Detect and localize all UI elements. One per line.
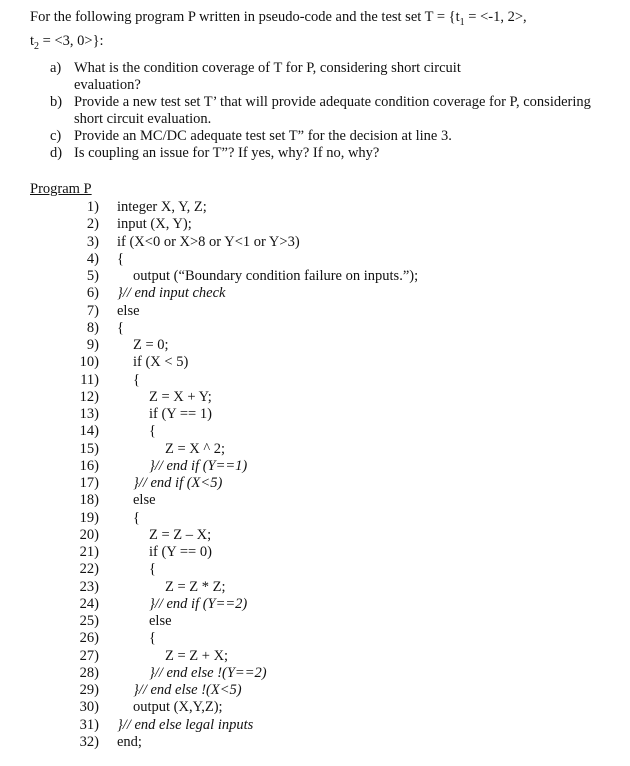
line-number: 21) <box>79 544 99 560</box>
code-line <box>0 458 630 475</box>
question-letter: b) <box>50 94 63 110</box>
line-number: 24) <box>79 595 99 612</box>
line-number: 15) <box>79 440 99 457</box>
code-line <box>0 579 630 596</box>
code-text: { <box>149 423 156 440</box>
t2-subscript: 2 <box>34 40 40 52</box>
line-number: 10) <box>79 354 99 371</box>
line-number: 1) <box>86 199 99 215</box>
line-number: 18) <box>79 492 99 509</box>
line-number: 29) <box>79 682 99 698</box>
line-number: 12) <box>79 388 99 405</box>
line-number: 28) <box>79 664 99 681</box>
code-comment: }// end else !(X<5) <box>133 682 242 698</box>
code-line <box>0 337 630 354</box>
line-number: 8) <box>86 319 99 336</box>
t2-label: t <box>30 32 35 49</box>
question-letter: d) <box>50 145 63 161</box>
code-text: { <box>117 250 124 267</box>
code-text: Z = Z * Z; <box>165 578 226 595</box>
code-text: Z = Z + X; <box>165 647 229 664</box>
line-number: 27) <box>79 647 99 664</box>
line-number: 26) <box>79 630 99 647</box>
question-letter: c) <box>50 128 62 144</box>
question-item <box>50 94 599 128</box>
code-line <box>0 630 630 647</box>
code-text: Z = 0; <box>133 337 169 353</box>
code-line <box>0 527 630 544</box>
line-number: 25) <box>79 613 99 629</box>
t2-value: = <3, 0>}: <box>39 32 104 49</box>
code-text: input (X, Y); <box>117 216 192 233</box>
line-number: 22) <box>79 561 99 578</box>
line-number: 9) <box>86 337 99 353</box>
question-item <box>50 128 610 145</box>
line-number: 5) <box>86 268 99 284</box>
code-line <box>0 251 630 268</box>
code-comment: }// end input check <box>117 285 226 302</box>
code-line <box>0 717 630 734</box>
code-text: else <box>149 613 172 629</box>
line-number: 32) <box>79 733 99 750</box>
code-line <box>0 544 630 561</box>
code-text: { <box>149 630 156 647</box>
line-number: 19) <box>79 509 99 526</box>
question-text: Provide a new test set T’ that will provide adequate condition coverage for P, considering short circuit evaluation. <box>74 94 591 127</box>
code-line <box>0 492 630 509</box>
code-text: Z = Z – X; <box>149 526 212 543</box>
t1-subscript: 1 <box>459 16 465 28</box>
line-number: 14) <box>79 423 99 440</box>
line-number: 3) <box>86 233 99 250</box>
code-comment: }// end else !(Y==2) <box>149 664 267 681</box>
t1-value: = <-1, 2>, <box>464 9 527 25</box>
code-comment: }// end else legal inputs <box>117 716 254 733</box>
intro-text: For the following program P written in pseudo-code and the test set T = {t <box>30 9 460 25</box>
code-line <box>0 441 630 458</box>
question-text: What is the condition coverage of T for P, considering short circuit evaluation? <box>74 60 461 93</box>
code-line <box>0 665 630 682</box>
line-number: 23) <box>79 578 99 595</box>
code-text: if (Y == 1) <box>149 406 212 422</box>
code-text: output (“Boundary condition failure on inputs.”); <box>133 268 419 284</box>
code-line <box>0 234 630 251</box>
code-comment: }// end if (X<5) <box>133 475 223 491</box>
code-line <box>0 389 630 406</box>
line-number: 13) <box>79 406 99 422</box>
code-line <box>0 216 630 233</box>
line-number: 30) <box>79 699 99 716</box>
code-line <box>0 423 630 440</box>
line-number: 16) <box>79 457 99 474</box>
code-line <box>0 320 630 337</box>
code-text: else <box>133 492 156 509</box>
question-item <box>50 145 610 162</box>
code-line <box>0 682 630 699</box>
code-text: if (Y == 0) <box>149 544 212 560</box>
code-line <box>0 354 630 371</box>
line-number: 4) <box>86 250 99 267</box>
code-line <box>0 406 630 423</box>
code-text: Z = X + Y; <box>149 388 212 405</box>
code-text: { <box>149 561 156 578</box>
code-line <box>0 613 630 630</box>
code-line <box>0 510 630 527</box>
code-line <box>0 303 630 320</box>
code-text: integer X, Y, Z; <box>117 199 207 215</box>
code-text: { <box>133 371 140 388</box>
code-text: { <box>133 509 140 526</box>
problem-intro <box>30 8 610 56</box>
code-line <box>0 268 630 285</box>
question-text: Is coupling an issue for T”? If yes, why? If no, why? <box>74 145 380 161</box>
line-number: 6) <box>86 285 99 302</box>
question-item <box>50 60 524 94</box>
code-line <box>0 285 630 302</box>
question-list <box>50 60 610 162</box>
line-number: 31) <box>79 716 99 733</box>
code-line <box>0 648 630 665</box>
code-line <box>0 199 630 216</box>
code-line <box>0 372 630 389</box>
line-number: 11) <box>80 371 99 388</box>
code-line <box>0 699 630 716</box>
code-text: if (X<0 or X>8 or Y<1 or Y>3) <box>117 233 300 250</box>
code-listing <box>0 199 630 751</box>
code-text: { <box>117 319 124 336</box>
code-text: output (X,Y,Z); <box>133 699 223 716</box>
code-line <box>0 734 630 751</box>
code-text: if (X < 5) <box>133 354 189 371</box>
line-number: 20) <box>79 526 99 543</box>
code-line <box>0 561 630 578</box>
line-number: 17) <box>79 475 99 491</box>
code-line <box>0 475 630 492</box>
code-text: end; <box>117 733 142 750</box>
line-number: 2) <box>86 216 99 233</box>
code-text: else <box>117 302 140 319</box>
code-text: Z = X ^ 2; <box>165 440 226 457</box>
question-letter: a) <box>50 60 62 76</box>
code-comment: }// end if (Y==1) <box>149 457 248 474</box>
program-title: Program P <box>30 181 92 197</box>
question-text: Provide an MC/DC adequate test set T” for the decision at line 3. <box>74 128 452 144</box>
code-comment: }// end if (Y==2) <box>149 595 248 612</box>
code-line <box>0 596 630 613</box>
line-number: 7) <box>86 302 99 319</box>
